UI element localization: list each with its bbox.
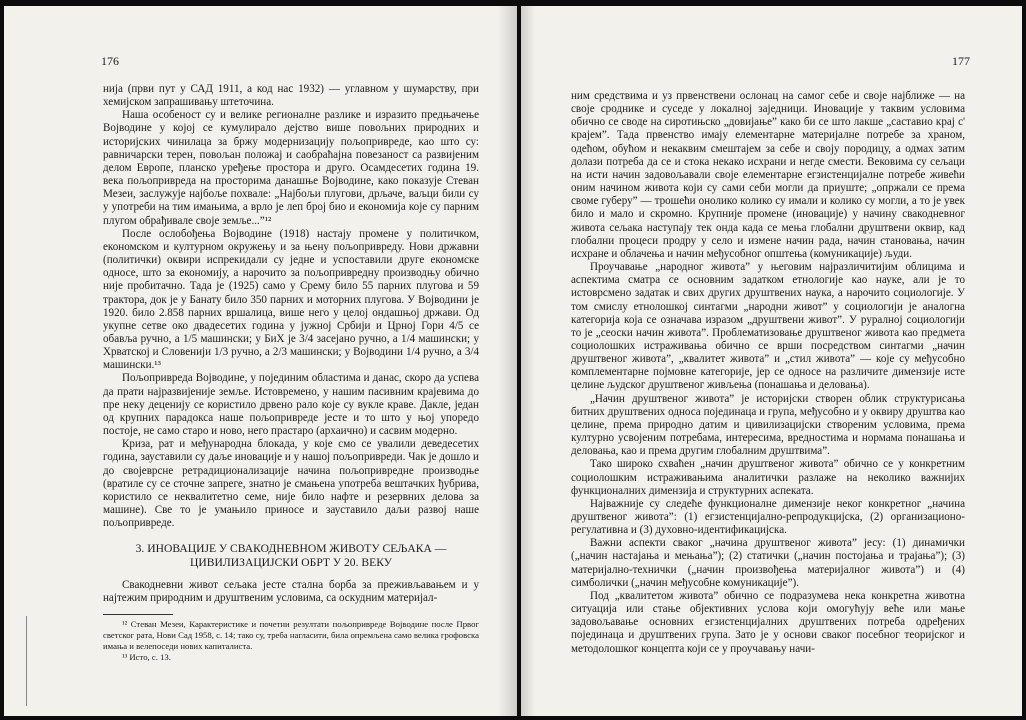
page-number: 177 (952, 54, 970, 68)
heading-line: 3. ИНОВАЦИЈЕ У СВАКОДНЕВНОМ ЖИВОТУ СЕЉАКА — (135, 542, 447, 556)
gutter-shadow (521, 6, 535, 716)
paragraph: Важни аспекти сваког „начина друштвеног живота” јесу: (1) динамички („начин настајања и мењања”); (2) статички („начин постојања и трајања”); (3) материјално-технички („начин произвођења материјалног живота”) и (4) симболички („начин међусобне комуникације”). (571, 537, 965, 589)
paragraph: Свакодневни живот сељака јесте стална борба за преживљавањем и у најтежим природним и друштвеним условима, са оскудним материјал- (103, 579, 479, 605)
gutter-shadow (498, 6, 516, 716)
paragraph: Под „квалитетом живота” обично се подразумева нека конкретна животна ситуација или стање објективних услова који омогућују веће или мање задовољавање основних егзистенцијалних друштвених потреба одређених појединаца и друштвених група. Зато је у основи сваког посебног теоријског и методолошког концепта који се у проучавању начи- (571, 589, 965, 655)
heading-line: ЦИВИЛИЗАЦИЈСКИ ОБРТ У 20. ВЕКУ (190, 555, 392, 569)
paragraph: Најважније су следеће функционалне димензије неког конкретног „начина друштвеног живота”: (1) егзистенцијално-репродукцијска, (2) организационо-регулативна и (3) духовно-идентификацијска. (571, 497, 965, 537)
left-page (4, 6, 517, 716)
footnote: ¹³ Исто, с. 13. (122, 651, 171, 662)
paragraph: Проучавање „народног живота” у његовим најразличитијим облицима и аспектима сматра се основним задатком етнологије као науке, али је то истоврсмено задатак и свих других друштвених наука, а нарочито социологије. У том смислу етнолошкој синтагми „народни живот” у социологији је аналогна категорија која се означава изразом „друштвени живот”. У руралној социологији то је „сеоски начин живота”. Проблематизовање друштвеног живота као предмета социолошких истраживања обично се врши посредством синтагми „начин друштвеног живота”, „квалитет живота” и „стил живота” — које су међусобно комплементарне појмовне категорије, јер се односе на различите димензије исте целине људског друштвеног живљења (понашања и деловања). (571, 261, 965, 392)
paragraph: Наша особеност су и велике регионалне разлике и изразито предњачење Војводине у којој се кумулирало дејство више повољних природних и историјских чинилаца за бржу модернизацију пољопривреде, као што су: равничарски терен, повољан положај и саобраћајна повезаност са развијеним делом Европе, планско уређење простора и друго. Осамдесетих година 19. века пољопривреда на просторима данашње Војводине, како показује Стеван Мезеи, заслужује најбоље похвале: „Најбољи плугови, дрљаче, ваљци били су у употреби на тим имањима, а врло је леп број био и економија које су парним плугом обрађивале своје земље...”¹² (103, 109, 479, 227)
section-heading (103, 542, 479, 569)
left-page-text (103, 83, 479, 663)
paragraph: После ослобођења Војводине (1918) настају промене у политичком, економском и културном окружењу и за њену пољопривреду. Нови државни (политички) оквири испрекидали су једне и успоставили друге економске односе, што за економију, а нарочито за пољопривредну производњу обично није пробитачно. Тада је (1925) само у Срему било 55 парних плугова и 59 трактора, док је у Банату било 350 парних и моторних плугова. У Војводини је 1920. било 2.858 парних вршалица, више него у целој ондашњој држави. Од укупне сетве око двадесетих година у јужној Србији и Црној Гори 4/5 се обавља ручно, а 1/5 машински; у БиХ је 3/4 засејано ручно, а 1/4 машински; у Хрватској и Словенији 1/3 ручно, а 2/3 машински; у Војводини 1/4 ручно, а 3/4 машински.¹³ (103, 227, 479, 372)
paragraph: „Начин друштвеног живота” је историјски створен облик структурисања битних друштвених односа појединаца и група, међусобно и у оквиру друштва као целине, према природно датим и цивилизацијски створеним условима, према културно усвојеним потребама, интересима, вредностима и нормама понашања и деловања, као и према другим глобалним друштвима”. (571, 392, 965, 458)
right-page-text (571, 90, 965, 656)
right-page (521, 6, 1022, 716)
page-number: 176 (101, 54, 119, 68)
paragraph: Пољопривреда Војводине, у појединим областима и данас, скоро да успева да прати најразвијеније земље. Истовремено, у нашим пасивним крајевима до пре неку деценију се користило дрвено рало које су вукле краве. Дакле, један од крупних парадокса наше пољопривреде јесте и то што у њој упоредо постоје, не само старо и ново, него прастаро (архаично) и сасвим модерно. (103, 372, 479, 438)
edge-mark (26, 616, 27, 706)
paragraph: Тако широко схваћен „начин друштвеног живота” обично се у конкретним социолошким истраживањима аналитички разлаже на неколико важнијих функционалних димензија и структурних аспеката. (571, 458, 965, 497)
paragraph: ним средствима и уз првенствени ослонац на самог себе и своје најближе — на своје сроднике и суседе у локалној заједници. Иновације у таквим условима обично се своде на сиротињско „довијање” како би се што лакше „саставио крај с' крајем”. Тада првенство имају елементарне материјалне потребе за храном, одећом, обућом и некаквим смештајем за себе и своју породицу, а одмах затим долази потреба да се и стока некако исхрани и негде смести. Вековима су сељаци на исти начин задовољавали своје елементарне егзистенцијалне потребе живећи оним начином живота који су сами себи могли да приуште; „опржали се према своме губеру” — трошећи онолико колико су имали и колико су могли, а то је увек било и мало и скромно. Крупније промене (иновације) у начину свакодневног живота сељака наступају тек онда када се мења глобални друштвени оквир, кад глобални процеси продру у село и измене начин рада, начин становања, начин исхране и облачења и начин међусобног општења (комуникације) људи. (571, 90, 965, 260)
paragraph: нија (први пут у САД 1911, а код нас 1932) — углавном у шумарству, при хемијском запрашивању штеточина. (103, 83, 479, 109)
paragraph: Криза, рат и међународна блокада, у које смо се увалили деведесетих година, зауставили су даље иновације и у нашој пољопривреди. Чак је дошло и до својеврсне ретрадиционализације начина пољопривредне производње (вратиле су се сточне запреге, знатно је смањена употреба вештачких ђубрива, користило се неквалитетно семе, није било нафте и резервних делова за машине). Све то је умањило приносе и зауставило даљи развој наше пољопривреде. (103, 438, 479, 530)
footnote: ¹² Стеван Мезеи, Карактеристике и почетни резултати пољопривреде Војводине после Првог светског рата, Нови Сад 1958, с. 14; тако су, треба нагласити, била опремљена само велика грофовска имања и велепоседи нових капиталиста. (103, 618, 479, 651)
footnote-rule (103, 614, 173, 615)
